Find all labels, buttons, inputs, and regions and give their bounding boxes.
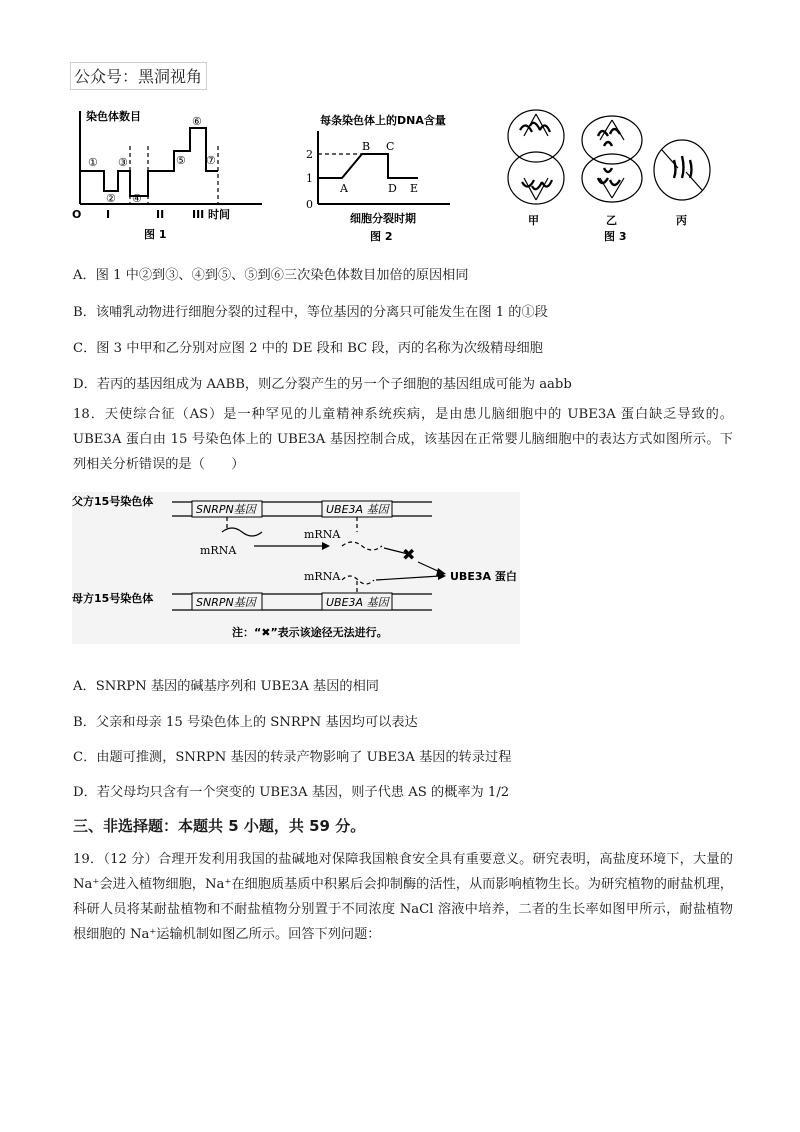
fig1-ylabel: 染色体数目 bbox=[86, 110, 141, 123]
mother-snrpn-gene: SNRPN基因 bbox=[196, 596, 256, 609]
fig1-marker-7: ⑦ bbox=[206, 154, 216, 167]
fig2-ytick-0: 0 bbox=[306, 198, 313, 211]
mother-ube3a-gene: UBE3A 基因 bbox=[326, 596, 389, 609]
father-ube3a-gene: UBE3A 基因 bbox=[326, 503, 389, 516]
fig2-point-d: D bbox=[388, 182, 397, 195]
father-chromosome-label: 父方15号染色体 bbox=[72, 495, 154, 508]
figure-3 bbox=[500, 106, 720, 246]
watermark: 公众号：黑洞视角 bbox=[70, 62, 207, 90]
q17-option-c: C．图 3 中甲和乙分别对应图 2 中的 DE 段和 BC 段，丙的名称为次级精母细胞 bbox=[73, 341, 543, 356]
fig3-caption: 图 3 bbox=[604, 230, 627, 243]
blocked-cross-icon: ✖ bbox=[402, 545, 416, 564]
gene-diagram-svg bbox=[72, 492, 520, 644]
gene-expression-diagram bbox=[72, 492, 520, 644]
q18-option-a: A．SNRPN 基因的碱基序列和 UBE3A 基因的相同 bbox=[73, 679, 379, 694]
section-3-heading: 三、非选择题：本题共 5 小题，共 59 分。 bbox=[73, 817, 366, 835]
fig2-point-c: C bbox=[386, 140, 395, 153]
fig2-caption: 图 2 bbox=[370, 230, 393, 243]
fig1-xlabel: 时间 bbox=[208, 208, 230, 221]
fig2-point-b: B bbox=[362, 140, 371, 153]
q18-option-b: B．父亲和母亲 15 号染色体上的 SNRPN 基因均可以表达 bbox=[73, 715, 418, 730]
father-ube3a-mrna-label: mRNA bbox=[304, 528, 341, 541]
fig1-marker-2: ② bbox=[106, 192, 116, 205]
fig1-tick-3: III bbox=[192, 208, 205, 221]
cell-bing bbox=[654, 140, 710, 200]
fig2-point-a: A bbox=[340, 182, 348, 195]
fig1-marker-6: ⑥ bbox=[192, 115, 202, 128]
q17-option-a: A．图 1 中②到③、④到⑤、⑤到⑥三次染色体数目加倍的原因相同 bbox=[73, 268, 469, 283]
fig1-marker-3: ③ bbox=[118, 156, 128, 169]
fig1-marker-5: ⑤ bbox=[176, 154, 186, 167]
fig1-origin: O bbox=[72, 208, 82, 221]
q17-option-b: B．该哺乳动物进行细胞分裂的过程中，等位基因的分离只可能发生在图 1 的①段 bbox=[73, 305, 548, 320]
figure-row bbox=[72, 106, 732, 246]
cell-jia bbox=[508, 110, 564, 204]
fig2-ytick-2: 2 bbox=[306, 148, 313, 161]
fig1-tick-1: I bbox=[106, 208, 111, 221]
q17-option-d: D．若丙的基因组成为 AABB，则乙分裂产生的另一个子细胞的基因组成可能为 aabb bbox=[73, 377, 572, 392]
father-snrpn-gene: SNRPN基因 bbox=[196, 503, 256, 516]
fig2-xlabel: 细胞分裂时期 bbox=[350, 212, 416, 225]
fig2-ylabel: 每条染色体上的DNA含量 bbox=[320, 114, 446, 127]
figure-2 bbox=[300, 106, 500, 246]
fig1-tick-2: II bbox=[156, 208, 165, 221]
mother-ube3a-mrna-label: mRNA bbox=[304, 570, 341, 583]
q18-option-c: C．由题可推测，SNRPN 基因的转录产物影响了 UBE3A 基因的转录过程 bbox=[73, 750, 512, 765]
fig3-label-bing: 丙 bbox=[676, 214, 687, 227]
fig1-caption: 图 1 bbox=[144, 228, 167, 241]
fig2-point-e: E bbox=[410, 182, 419, 195]
ube3a-protein-label: UBE3A 蛋白 bbox=[450, 570, 517, 583]
diagram-note: 注：“✖”表示该途径无法进行。 bbox=[232, 626, 388, 639]
figure-1 bbox=[72, 106, 272, 246]
cell-yi bbox=[582, 116, 642, 202]
fig2-ytick-1: 1 bbox=[306, 172, 313, 185]
fig3-label-jia: 甲 bbox=[528, 214, 539, 227]
fig1-marker-1: ① bbox=[88, 156, 98, 169]
q19-stem: 19．（12 分）合理开发利用我国的盐碱地对保障我国粮食安全具有重要意义。研究表明，高盐度环境下，大量的 Na⁺会进入植物细胞，Na⁺在细胞质基质中积累后会抑制酶的活性，从而影响植物生长。为研究植物的耐盐机理，科研人员将某耐盐植物和不耐盐植物分别置于不同浓度 NaCl 溶液中培养，二者的生长率如图甲所示，耐盐植物根细胞的 Na⁺运输机制如图乙所示。回答下列问题： bbox=[73, 852, 733, 942]
fig1-marker-4: ④ bbox=[132, 192, 142, 205]
q18-stem: 18．天使综合征（AS）是一种罕见的儿童精神系统疾病，是由患儿脑细胞中的 UBE3A 蛋白缺乏导致的。UBE3A 蛋白由 15 号染色体上的 UBE3A 基因控制合成，该基因在正常婴儿脑细胞中的表达方式如图所示。下列相关分析错误的是（ ） bbox=[73, 407, 733, 472]
mother-chromosome-label: 母方15号染色体 bbox=[72, 592, 154, 605]
q18-option-d: D．若父母均只含有一个突变的 UBE3A 基因，则子代患 AS 的概率为 1/2 bbox=[73, 785, 510, 800]
father-snrpn-mrna-label: mRNA bbox=[200, 544, 237, 557]
fig3-label-yi: 乙 bbox=[606, 214, 617, 227]
